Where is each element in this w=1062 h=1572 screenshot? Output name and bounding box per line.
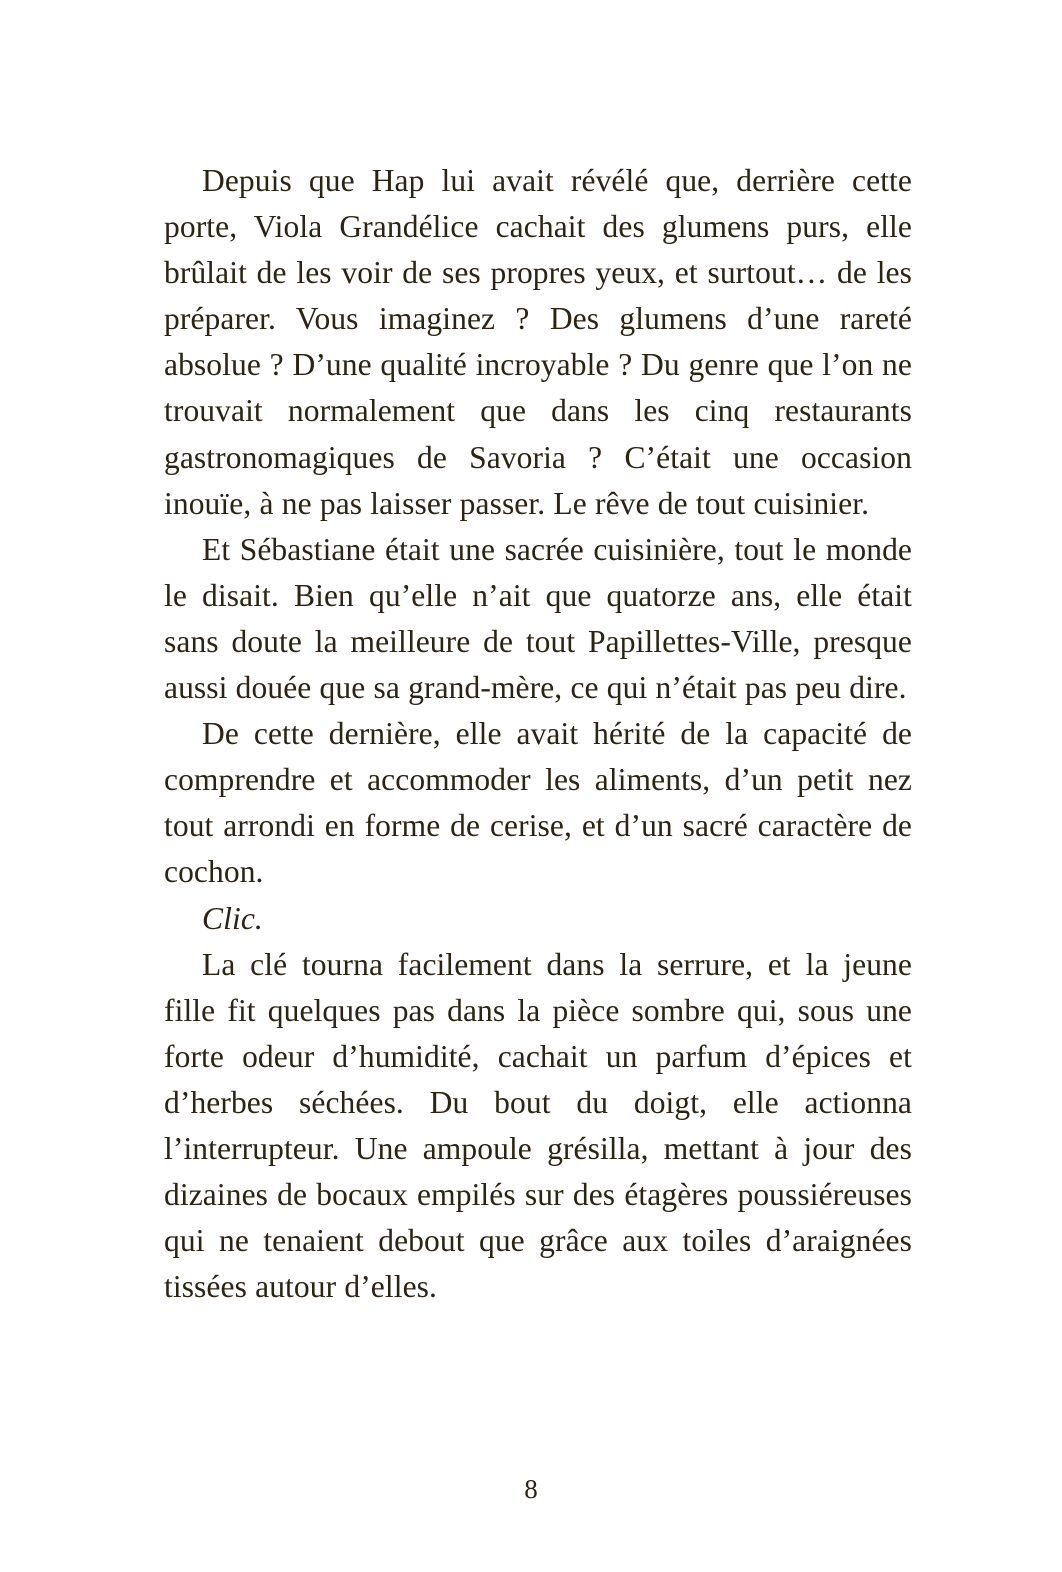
- paragraph-3: De cette dernière, elle avait hérité de la capacité de comprendre et accommoder les aliments, d’un petit nez tout arrondi en forme de cerise, et d’un sacré caractère de cochon.: [164, 716, 912, 890]
- page-text-block: [164, 158, 912, 1310]
- paragraph-1: Depuis que Hap lui avait révélé que, derrière cette porte, Viola Grandélice cachait des glumens purs, elle brûlait de les voir de ses propres yeux, et surtout… de les préparer. Vous imaginez ? Des glumens d’une rareté absolue ? D’une qualité incroyable ? Du genre que l’on ne trouvait normalement que dans les cinq restaurants gastronomagiques de Savoria ? C’était une occasion inouïe, à ne pas laisser passer. Le rêve de tout cuisinier.: [164, 163, 912, 521]
- paragraph-2: Et Sébastiane était une sacrée cuisinière, tout le monde le disait. Bien qu’elle n’ait que quatorze ans, elle était sans doute la meilleure de tout Papillettes-Ville, presque aussi douée que sa grand-mère, ce qui n’était pas peu dire.: [164, 531, 912, 706]
- paragraph-clic-sound-effect: Clic.: [202, 900, 263, 936]
- page-number: 8: [524, 1474, 538, 1504]
- paragraph-5: La clé tourna facilement dans la serrure, et la jeune fille fit quelques pas dans la pièce sombre qui, sous une forte odeur d’humidité, cachait un parfum d’épices et d’herbes séchées. Du bout du doigt, elle actionna l’interrupteur. Une ampoule grésilla, mettant à jour des dizaines de bocaux empilés sur des étagères poussiéreuses qui ne tenaient debout que grâce aux toiles d’araignées tissées autour d’elles.: [164, 946, 912, 1305]
